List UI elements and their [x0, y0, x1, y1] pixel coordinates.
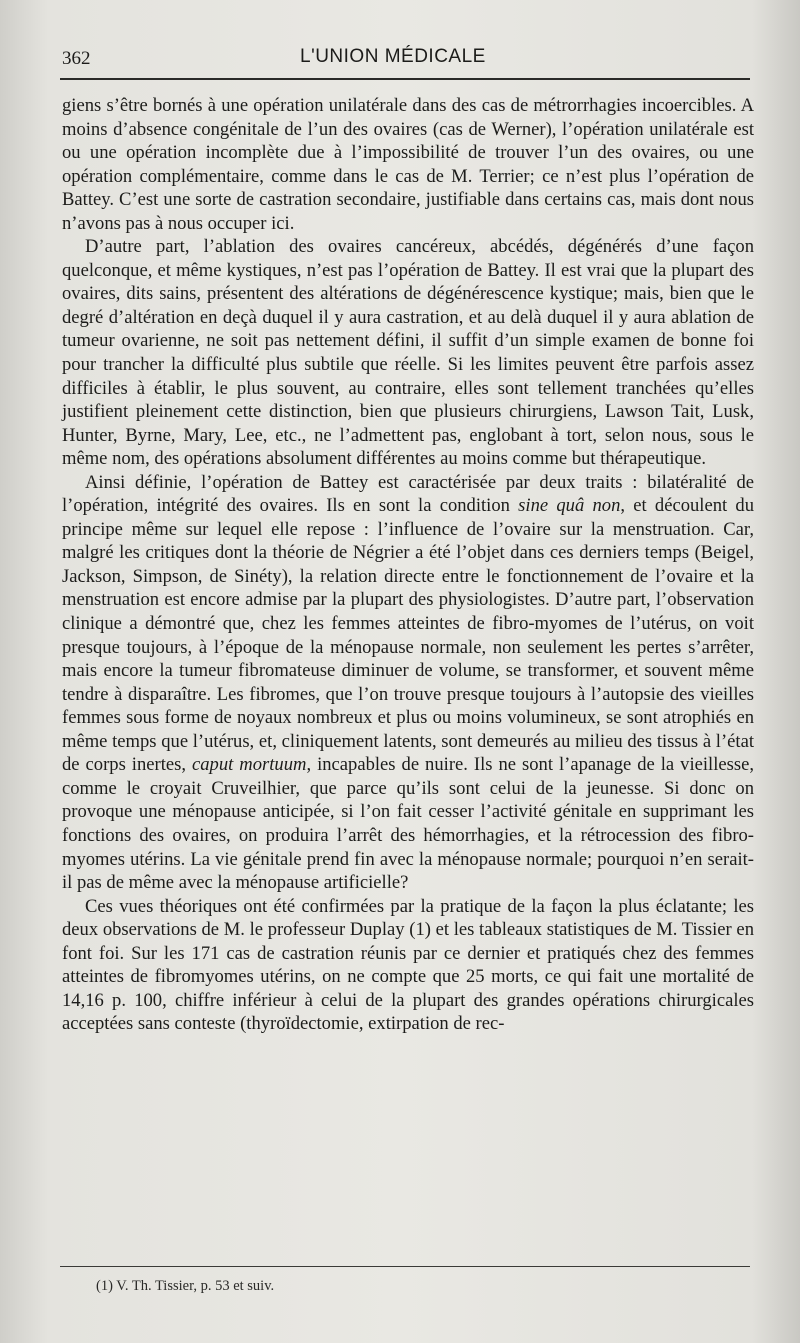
- italic-phrase: sine quâ non: [518, 495, 621, 517]
- text-run: , incapables de nuire. Ils ne sont l’apanage de la vieillesse, comme le croyait Cruveilhier, que parce qu’ils sont celui de la jeunesse. Si donc on provoque une ménopause anticipée, si l’on fait cesser l’activité génitale en supprimant les fonctions des ovaires, on produira l’arrêt des hémorrhagies, et la rétrocession des fibro-myomes utérins. La vie génitale prend fin avec la ménopause normale; pourquoi n’en serait-il pas de même avec la ménopause artificielle?: [62, 754, 754, 894]
- text-run: Ces vues théoriques ont été confirmées par la pratique de la façon la plus éclatante; les deux observations de M. le professeur Duplay (1) et les tableaux statistiques de M. Tissier en font foi. Sur les 171 cas de castration réunis par ce dernier et pratiqués chez des femmes atteintes de fibromyomes utérins, on ne compte que 25 morts, ce qui fait une mortalité de 14,16 p. 100, chiffre inférieur à celui de la plupart des grandes opérations chirurgicales acceptées sans conteste (thyroïdectomie, extirpation de rec-: [62, 895, 754, 1035]
- body-text: [62, 94, 754, 1036]
- paragraph: [62, 94, 754, 235]
- italic-phrase: caput mortuum: [191, 754, 307, 776]
- text-run: , et découlent du principe même sur lequel elle repose : l’influence de l’ovaire sur la menstruation. Car, malgré les critiques dont la théorie de Négrier a été l’objet dans ces derniers temps (Beigel, Jackson, Simpson, de Sinéty), la relation directe entre le fonctionnement de l’ovaire et la menstruation est encore admise par la plupart des physiologistes. D’autre part, l’observation clinique a démontré que, chez les femmes atteintes de fibro-myomes de l’utérus, on voit presque toujours, à l’époque de la ménopause normale, non seulement les pertes s’arrêter, mais encore la tumeur fibromateuse diminuer de volume, se transformer, et souvent même tendre à disparaître. Les fibromes, que l’on trouve presque toujours à l’autopsie des vieilles femmes sous forme de noyaux nombreux et plus ou moins volumineux, se sont atrophiés en même temps que l’utérus, et, cliniquement latents, sont demeurés au milieu des tissus à l’état de corps inertes,: [62, 495, 755, 776]
- journal-title: L'UNION MÉDICALE: [300, 46, 486, 67]
- paragraph: [62, 471, 754, 895]
- header-rule: [60, 78, 750, 80]
- paragraph: [62, 235, 754, 470]
- text-run: giens s’être bornés à une opération unilatérale dans des cas de métrorrhagies incoercibles. A moins d’absence congénitale de l’un des ovaires (cas de Werner), l’opération unilatérale est ou une opération incomplète due à l’impossibilité de trouver l’un des ovaires, ou une opération complémentaire, comme dans le cas de M. Terrier; ce n’est plus l’opération de Battey. C’est une sorte de castration secondaire, justifiable dans certains cas, mais dont nous n’avons pas à nous occuper ici.: [62, 95, 754, 234]
- text-run: Ainsi définie, l’opération de Battey est caractérisée par deux traits : bilatéralité de l’opération, intégrité des ovaires. Ils en sont la condition: [62, 471, 754, 517]
- page-number: 362: [62, 48, 91, 69]
- footnote-rule: [60, 1266, 750, 1267]
- footnote: (1) V. Th. Tissier, p. 53 et suiv.: [96, 1278, 275, 1294]
- paragraph: [62, 895, 754, 1036]
- text-run: D’autre part, l’ablation des ovaires cancéreux, abcédés, dégénérés d’une façon quelconque, et même kystiques, n’est pas l’opération de Battey. Il est vrai que la plupart des ovaires, dits sains, présentent des altérations de dégénérescence kystique; mais, bien que le degré d’altération en deçà duquel il y aura castration, et au delà duquel il y aura ablation de tumeur ovarienne, ne soit pas nettement défini, il suffit d’un simple examen de bonne foi pour trancher la difficulté plus subtile que réelle. Si les limites peuvent être parfois assez difficiles à établir, le plus souvent, au contraire, elles sont tellement tranchées qu’elles justifient pleinement cette distinction, bien que plusieurs chirurgiens, Lawson Tait, Lusk, Hunter, Byrne, Mary, Lee, etc., ne l’admettent pas, englobant à tort, selon nous, sous le même nom, des opérations absolument différentes au moins comme but thérapeutique.: [62, 236, 754, 470]
- running-header: [62, 44, 752, 76]
